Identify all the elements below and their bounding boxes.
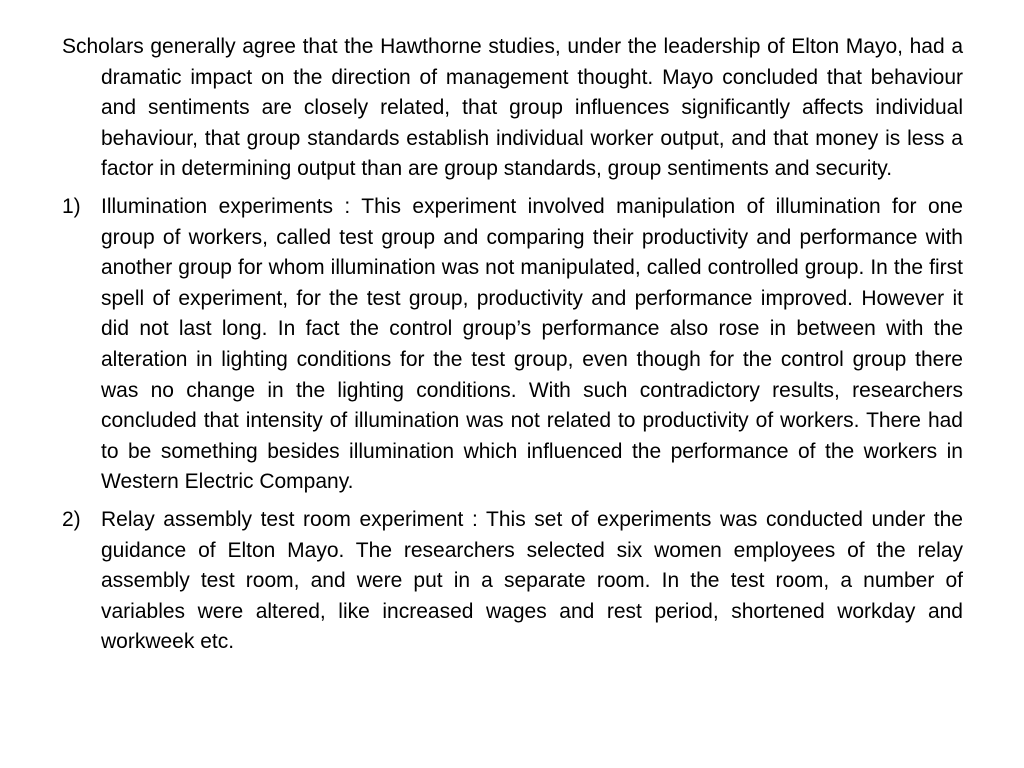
intro-paragraph: Scholars generally agree that the Hawthorne studies, under the leadership of Elton Mayo, had a dramatic impact on the direction of management thought. Mayo concluded that behaviour and sentiments are closely related, that group influences significantly affects individual behaviour, that group standards establish individual worker output, and that money is less a factor in determining output than are group standards, group sentiments and security.	[62, 35, 963, 181]
list-item-relay-assembly	[62, 505, 963, 658]
list-item-number: 2)	[62, 507, 81, 531]
list-item-text: Illumination experiments : This experiment involved manipulation of illumination for one group of workers, called test group and comparing their productivity and performance with another group for whom illumination was not manipulated, called controlled group. In the first spell of experiment, for the test group, productivity and performance improved. However it did not last long. In fact the control group’s performance also rose in between with the alteration in lighting conditions for the test group, even though for the control group there was no change in the lighting conditions. With such contradictory results, researchers concluded that intensity of illumination was not related to productivity of workers. There had to be something besides illumination which influenced the performance of the workers in Western Electric Company.	[101, 194, 963, 494]
list-item-number: 1)	[62, 194, 81, 218]
list-item-illumination	[62, 192, 963, 498]
slide-body	[62, 32, 963, 665]
list-item-text: Relay assembly test room experiment : This set of experiments was conducted under the guidance of Elton Mayo. The researchers selected six women employees of the relay assembly test room, and were put in a separate room. In the test room, a number of variables were altered, like increased wages and rest period, shortened workday and workweek etc.	[101, 507, 963, 654]
